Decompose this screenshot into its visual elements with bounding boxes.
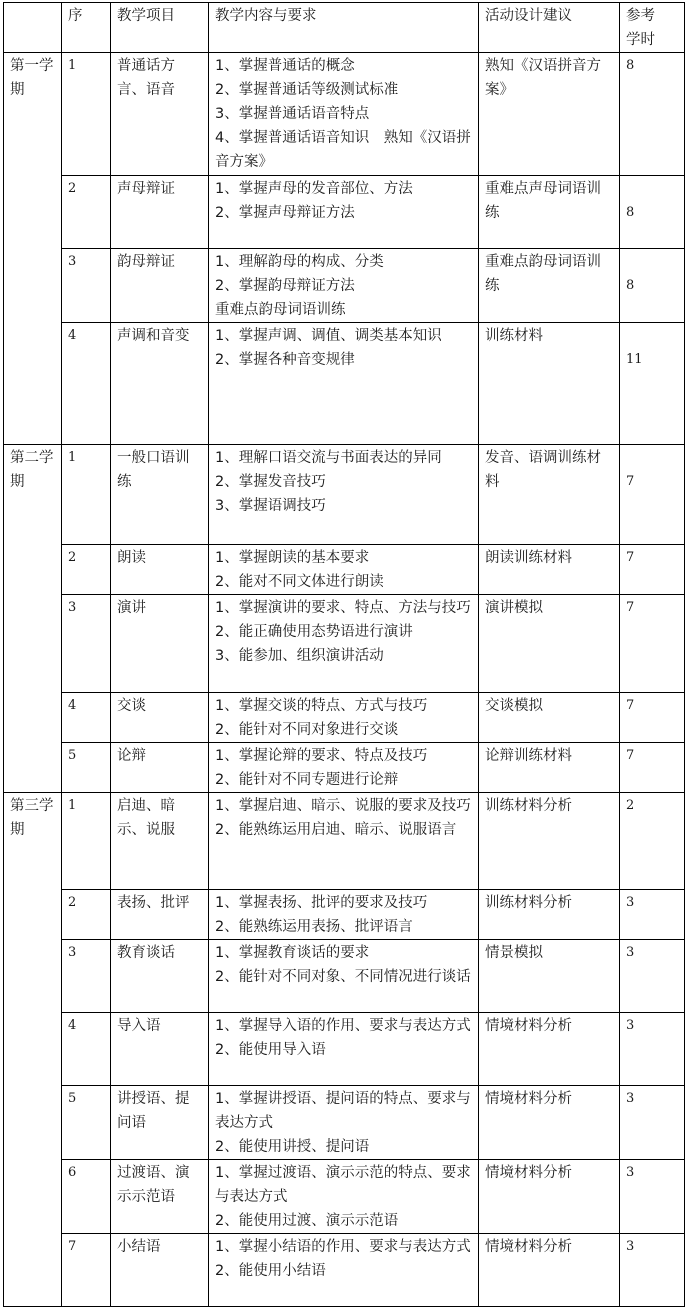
teaching-item: 普通话方言、语音	[111, 53, 209, 176]
row-number: 6	[62, 1160, 111, 1234]
teaching-item: 教育谈话	[111, 940, 209, 1013]
teaching-item: 演讲	[111, 595, 209, 693]
reference-hours: 8	[620, 176, 685, 249]
header-activity: 活动设计建议	[479, 3, 620, 53]
activity-suggestion: 发音、语调训练材料	[479, 445, 620, 545]
activity-suggestion: 演讲模拟	[479, 595, 620, 693]
row-number: 2	[62, 176, 111, 249]
reference-hours: 7	[620, 743, 685, 793]
reference-hours: 7	[620, 445, 685, 545]
teaching-content: 1、掌握过渡语、演示示范的特点、要求与表达方式 2、能使用过渡、演示示范语	[209, 1160, 479, 1234]
teaching-item: 朗读	[111, 545, 209, 595]
reference-hours: 3	[620, 1086, 685, 1160]
table-row	[4, 743, 685, 793]
table-row	[4, 890, 685, 940]
activity-suggestion: 情境材料分析	[479, 1086, 620, 1160]
activity-suggestion: 熟知《汉语拼音方案》	[479, 53, 620, 176]
teaching-content: 1、掌握朗读的基本要求 2、能对不同文体进行朗读	[209, 545, 479, 595]
table-row	[4, 249, 685, 323]
teaching-content: 1、理解口语交流与书面表达的异同 2、掌握发音技巧 3、掌握语调技巧	[209, 445, 479, 545]
reference-hours: 3	[620, 940, 685, 1013]
table-row	[4, 793, 685, 890]
table-row	[4, 445, 685, 545]
activity-suggestion: 训练材料分析	[479, 793, 620, 890]
teaching-content: 1、掌握教育谈话的要求 2、能针对不同对象、不同情况进行谈话	[209, 940, 479, 1013]
reference-hours: 7	[620, 693, 685, 743]
teaching-item: 论辩	[111, 743, 209, 793]
header-row	[4, 3, 685, 53]
teaching-content: 1、掌握启迪、暗示、说服的要求及技巧 2、能熟练运用启迪、暗示、说服语言	[209, 793, 479, 890]
semester-cell: 第一学期	[4, 53, 62, 445]
table-row	[4, 693, 685, 743]
teaching-item: 韵母辩证	[111, 249, 209, 323]
table-row	[4, 1086, 685, 1160]
teaching-content: 1、掌握声调、调值、调类基本知识 2、掌握各种音变规律	[209, 323, 479, 445]
row-number: 4	[62, 693, 111, 743]
reference-hours: 8	[620, 53, 685, 176]
row-number: 1	[62, 445, 111, 545]
table-row	[4, 940, 685, 1013]
teaching-item: 交谈	[111, 693, 209, 743]
teaching-content: 1、掌握普通话的概念 2、掌握普通话等级测试标准 3、掌握普通话语音特点 4、掌握普通话语音知识 熟知《汉语拼音方案》	[209, 53, 479, 176]
row-number: 3	[62, 595, 111, 693]
teaching-content: 1、掌握交谈的特点、方式与技巧 2、能针对不同对象进行交谈	[209, 693, 479, 743]
teaching-item: 声调和音变	[111, 323, 209, 445]
table-row	[4, 1013, 685, 1086]
teaching-item: 导入语	[111, 1013, 209, 1086]
activity-suggestion: 重难点声母词语训练	[479, 176, 620, 249]
header-semester	[4, 3, 62, 53]
activity-suggestion: 情境材料分析	[479, 1234, 620, 1307]
teaching-item: 小结语	[111, 1234, 209, 1307]
teaching-item: 表扬、批评	[111, 890, 209, 940]
reference-hours: 8	[620, 249, 685, 323]
activity-suggestion: 论辩训练材料	[479, 743, 620, 793]
row-number: 1	[62, 793, 111, 890]
activity-suggestion: 情境材料分析	[479, 1013, 620, 1086]
table-row	[4, 176, 685, 249]
row-number: 4	[62, 1013, 111, 1086]
teaching-item: 声母辩证	[111, 176, 209, 249]
activity-suggestion: 朗读训练材料	[479, 545, 620, 595]
row-number: 7	[62, 1234, 111, 1307]
teaching-item: 讲授语、提问语	[111, 1086, 209, 1160]
activity-suggestion: 重难点韵母词语训练	[479, 249, 620, 323]
row-number: 4	[62, 323, 111, 445]
curriculum-table	[3, 2, 685, 1307]
reference-hours: 7	[620, 545, 685, 595]
reference-hours: 3	[620, 890, 685, 940]
reference-hours: 11	[620, 323, 685, 445]
teaching-content: 1、掌握论辩的要求、特点及技巧 2、能针对不同专题进行论辩	[209, 743, 479, 793]
reference-hours: 7	[620, 595, 685, 693]
header-content: 教学内容与要求	[209, 3, 479, 53]
row-number: 2	[62, 890, 111, 940]
activity-suggestion: 训练材料	[479, 323, 620, 445]
teaching-item: 过渡语、演示示范语	[111, 1160, 209, 1234]
teaching-item: 一般口语训练	[111, 445, 209, 545]
reference-hours: 3	[620, 1234, 685, 1307]
teaching-content: 1、掌握小结语的作用、要求与表达方式 2、能使用小结语	[209, 1234, 479, 1307]
reference-hours: 2	[620, 793, 685, 890]
teaching-content: 1、掌握讲授语、提问语的特点、要求与表达方式 2、能使用讲授、提问语	[209, 1086, 479, 1160]
row-number: 5	[62, 743, 111, 793]
table-row	[4, 323, 685, 445]
reference-hours: 3	[620, 1160, 685, 1234]
table-row	[4, 1234, 685, 1307]
header-number: 序	[62, 3, 111, 53]
semester-cell: 第三学期	[4, 793, 62, 1307]
semester-cell: 第二学期	[4, 445, 62, 793]
teaching-content: 1、掌握导入语的作用、要求与表达方式 2、能使用导入语	[209, 1013, 479, 1086]
teaching-content: 1、掌握表扬、批评的要求及技巧 2、能熟练运用表扬、批评语言	[209, 890, 479, 940]
table-row	[4, 545, 685, 595]
row-number: 3	[62, 249, 111, 323]
teaching-content: 1、掌握演讲的要求、特点、方法与技巧 2、能正确使用态势语进行演讲 3、能参加、组织演讲活动	[209, 595, 479, 693]
header-hours: 参考 学时	[620, 3, 685, 53]
teaching-content: 1、掌握声母的发音部位、方法 2、掌握声母辩证方法	[209, 176, 479, 249]
row-number: 2	[62, 545, 111, 595]
table-row	[4, 595, 685, 693]
teaching-content: 1、理解韵母的构成、分类 2、掌握韵母辩证方法 重难点韵母词语训练	[209, 249, 479, 323]
header-item: 教学项目	[111, 3, 209, 53]
activity-suggestion: 情境材料分析	[479, 1160, 620, 1234]
activity-suggestion: 训练材料分析	[479, 890, 620, 940]
activity-suggestion: 情景模拟	[479, 940, 620, 1013]
row-number: 5	[62, 1086, 111, 1160]
reference-hours: 3	[620, 1013, 685, 1086]
table-row	[4, 1160, 685, 1234]
teaching-item: 启迪、暗示、说服	[111, 793, 209, 890]
row-number: 1	[62, 53, 111, 176]
activity-suggestion: 交谈模拟	[479, 693, 620, 743]
table-row	[4, 53, 685, 176]
row-number: 3	[62, 940, 111, 1013]
